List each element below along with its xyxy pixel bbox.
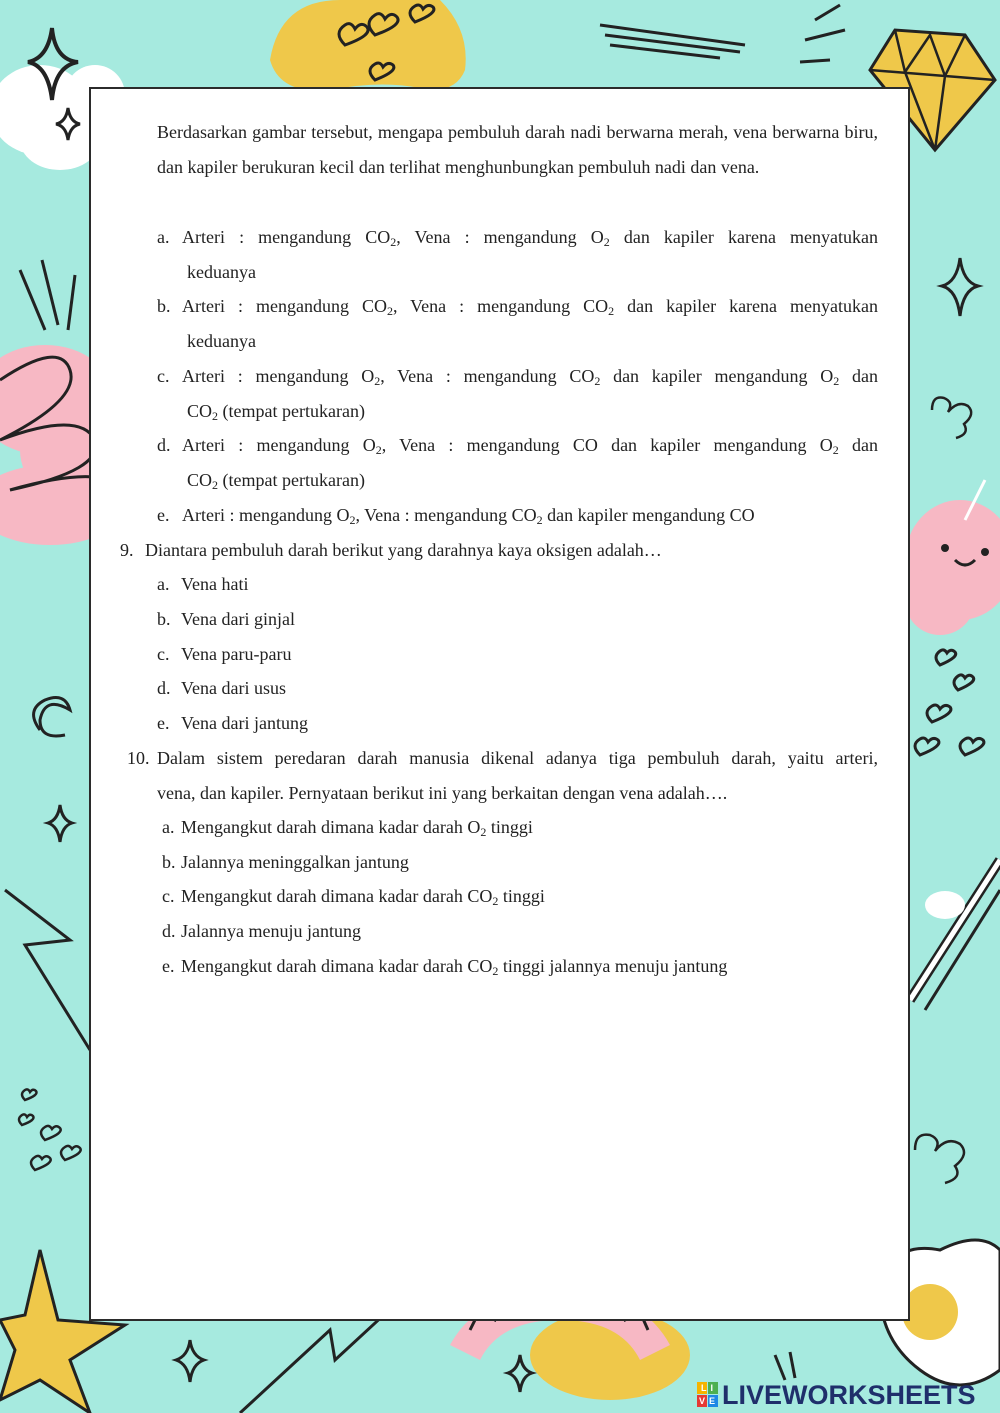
option-label: c.	[162, 886, 175, 906]
sparkle-icon	[508, 1355, 532, 1392]
option-text-line2: keduanya	[187, 331, 256, 351]
option-text: Vena paru-paru	[181, 644, 292, 664]
question-number: 10.	[127, 748, 150, 768]
question8-option-c[interactable]	[157, 359, 878, 429]
option-label: a.	[157, 227, 170, 247]
question-text-line2: vena, dan kapiler. Pernyataan berikut ini yang berkaitan dengan vena adalah….	[157, 783, 728, 803]
question8-option-e[interactable]	[157, 498, 878, 533]
option-text-line1: Arteri : mengandung $O_2$, Vena : mengandung $CO_2$ dan kapiler mengandung CO	[182, 505, 755, 527]
lightning-icon	[5, 890, 90, 1050]
option-text-line1: Arteri : mengandung $CO_2$, Vena : mengandung $O_2$ dan kapiler karena menyatukan	[182, 227, 878, 249]
option-text-line2: $CO_2$ (tempat pertukaran)	[187, 470, 365, 492]
option-label: d.	[162, 921, 176, 941]
option-label: c.	[157, 644, 170, 664]
option-text: Vena dari ginjal	[181, 609, 295, 629]
scribble-lines	[775, 1352, 795, 1380]
question10-option-a[interactable]	[162, 810, 862, 845]
option-label: b.	[157, 296, 171, 316]
question9-option-b[interactable]	[157, 602, 557, 637]
scribble-lines	[600, 5, 845, 62]
question8-intro: Berdasarkan gambar tersebut, mengapa pembuluh darah nadi berwarna merah, vena berwarna biru, dan kapiler berukuran kecil dan terlihat menghunbungkan pembuluh nadi dan vena.	[157, 122, 878, 177]
option-text: Mengangkut darah dimana kadar darah $CO_2$ tinggi	[181, 886, 545, 908]
yellow-blob-shape	[270, 0, 466, 91]
option-label: e.	[157, 713, 170, 733]
option-text-line1: Arteri : mengandung $O_2$, Vena : mengandung $CO_2$ dan kapiler mengandung $O_2$ dan	[182, 366, 878, 388]
question-text-line1: Dalam sistem peredaran darah manusia dikenal adanya tiga pembuluh darah, yaitu arteri,	[157, 748, 878, 768]
option-label: c.	[157, 366, 170, 386]
question10-option-c[interactable]	[162, 879, 862, 914]
question10-option-e[interactable]	[162, 949, 862, 984]
question-text: Diantara pembuluh darah berikut yang darahnya kaya oksigen adalah…	[145, 540, 662, 560]
option-label: b.	[157, 609, 171, 629]
option-text-line1: Arteri : mengandung $O_2$, Vena : mengandung CO dan kapiler mengandung $O_2$ dan	[182, 435, 878, 457]
swirl-icon	[34, 698, 70, 736]
option-text-line2: $CO_2$ (tempat pertukaran)	[187, 401, 365, 423]
option-text: Vena dari usus	[181, 678, 286, 698]
question9-option-a[interactable]	[157, 567, 557, 602]
pink-blob-face	[905, 480, 1000, 635]
question8-option-a[interactable]	[157, 220, 878, 290]
logo-text: LIVEWORKSHEETS	[722, 1380, 976, 1410]
option-text-line2: keduanya	[187, 262, 256, 282]
option-text: Jalannya menuju jantung	[181, 921, 361, 941]
option-label: e.	[162, 956, 175, 976]
question8-option-d[interactable]	[157, 428, 878, 498]
hearts-icon	[19, 1089, 81, 1170]
option-label: e.	[157, 505, 170, 525]
option-text-line1: Arteri : mengandung $CO_2$, Vena : mengandung $CO_2$ dan kapiler karena menyatukan	[182, 296, 878, 318]
question8-option-b[interactable]	[157, 289, 878, 359]
hearts-icon	[915, 650, 984, 755]
sparkle-icon	[942, 258, 978, 316]
question10-option-d[interactable]	[162, 914, 862, 949]
question10-option-b[interactable]	[162, 845, 862, 880]
question9-option-d[interactable]	[157, 671, 557, 706]
option-text: Vena dari jantung	[181, 713, 308, 733]
sparkle-icon	[48, 805, 72, 842]
option-text: Mengangkut darah dimana kadar darah $O_2$ tinggi	[181, 817, 533, 839]
option-label: a.	[157, 574, 170, 594]
sparkle-icon	[176, 1340, 204, 1382]
logo-badge-letters: LIVE	[699, 1383, 720, 1406]
question9-option-c[interactable]	[157, 637, 557, 672]
swirl-icon	[915, 1135, 964, 1183]
question10	[127, 741, 879, 811]
option-label: d.	[157, 435, 171, 455]
option-text: Mengangkut darah dimana kadar darah $CO_2$ tinggi jalannya menuju jantung	[181, 956, 728, 978]
question9	[120, 533, 880, 568]
swirl-icon	[932, 398, 971, 439]
scribble-lines	[20, 260, 75, 330]
option-label: b.	[162, 852, 176, 872]
option-text: Vena hati	[181, 574, 249, 594]
option-label: d.	[157, 678, 171, 698]
option-text: Jalannya meninggalkan jantung	[181, 852, 409, 872]
question-number: 9.	[120, 540, 134, 560]
option-label: a.	[162, 817, 175, 837]
sticks-icon	[910, 860, 1000, 1010]
question9-option-e[interactable]	[157, 706, 557, 741]
